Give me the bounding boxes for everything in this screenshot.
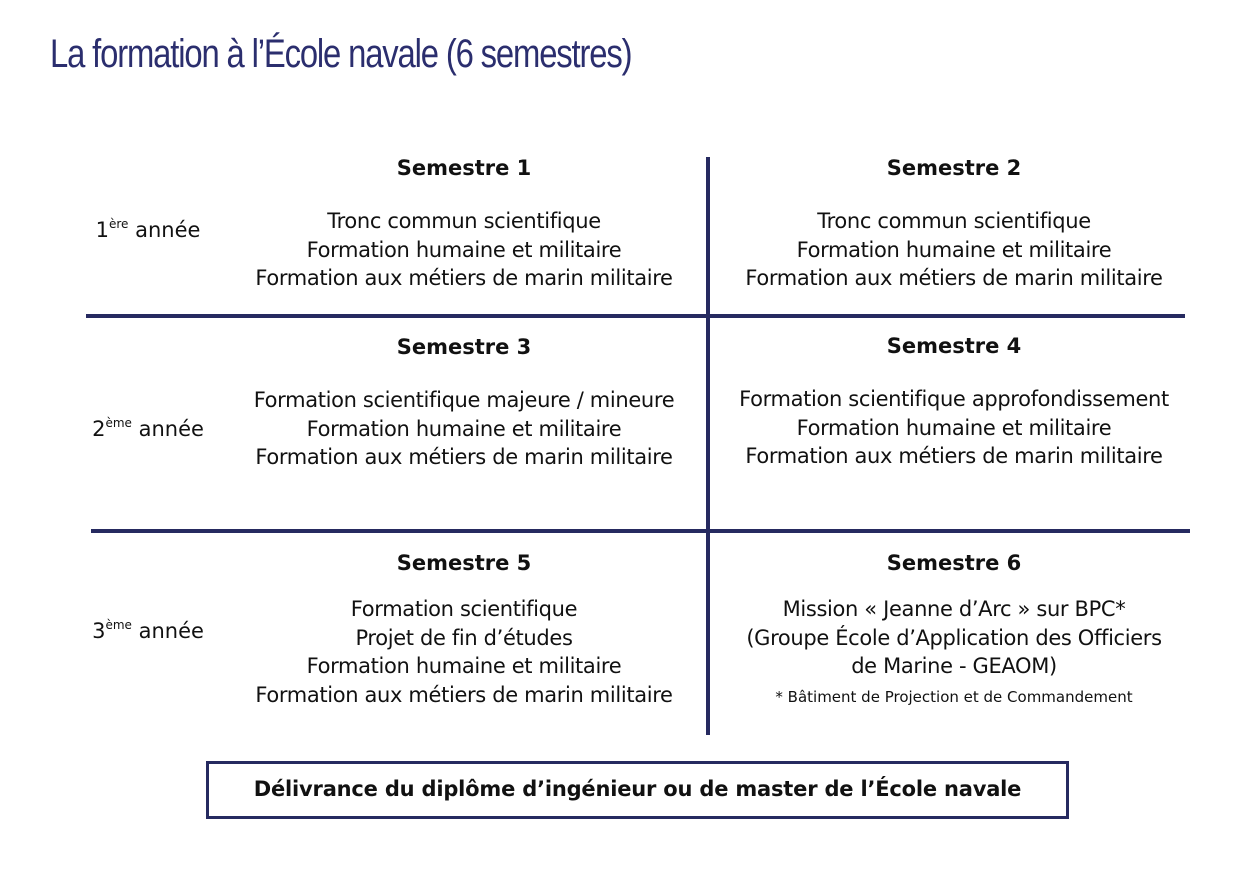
footnote: * Bâtiment de Projection et de Commandement (775, 687, 1133, 706)
semester-cell-6 (712, 549, 1196, 707)
semester-cell-4 (712, 332, 1196, 471)
page-title: La formation à l’École navale (6 semestres) (50, 32, 632, 76)
course-line: Formation scientifique majeure / mineure (253, 388, 675, 412)
course-line: Formation humaine et militaire (306, 237, 622, 262)
course-line: Formation scientifique (350, 597, 578, 621)
course-line: Tronc commun scientifique (327, 209, 601, 233)
semester-title: Semestre 1 (396, 156, 532, 180)
course-line: Formation humaine et militaire (306, 416, 622, 441)
course-line: Formation humaine et militaire (796, 237, 1112, 262)
semester-title: Semestre 6 (886, 551, 1022, 575)
diploma-box (206, 761, 1069, 819)
year-label-2: 2ème année (92, 416, 204, 441)
vertical-divider (706, 157, 710, 735)
course-line: Formation aux métiers de marin militaire (255, 683, 673, 708)
semester-cell-1 (222, 154, 706, 293)
course-line: Formation aux métiers de marin militaire (255, 445, 673, 469)
course-line: Formation aux métiers de marin militaire (745, 266, 1163, 290)
course-line: (Groupe École d’Application des Officiers (746, 625, 1162, 650)
semester-title: Semestre 3 (396, 335, 532, 359)
course-line: Formation humaine et militaire (796, 415, 1112, 440)
semester-cell-5 (222, 549, 706, 710)
year-label-3: 3ème année (92, 618, 204, 643)
semester-title: Semestre 4 (886, 334, 1022, 358)
course-line: Projet de fin d’études (355, 625, 573, 650)
semester-title: Semestre 2 (886, 156, 1022, 180)
semester-title: Semestre 5 (396, 551, 532, 575)
diploma-text: Délivrance du diplôme d’ingénieur ou de master de l’École navale (253, 777, 1022, 801)
course-line: Formation scientifique approfondissement (739, 387, 1169, 411)
course-line: de Marine - GEAOM) (851, 654, 1057, 678)
semester-cell-2 (712, 154, 1196, 293)
semester-cell-3 (222, 333, 706, 472)
year-label-1: 1ère année (95, 217, 201, 242)
course-line: Formation humaine et militaire (306, 654, 622, 679)
course-line: Formation aux métiers de marin militaire (745, 444, 1163, 468)
horizontal-divider-1 (86, 314, 1185, 318)
course-line: Mission « Jeanne d’Arc » sur BPC* (782, 597, 1126, 621)
course-line: Tronc commun scientifique (817, 209, 1091, 233)
course-line: Formation aux métiers de marin militaire (255, 266, 673, 290)
horizontal-divider-2 (91, 529, 1190, 533)
